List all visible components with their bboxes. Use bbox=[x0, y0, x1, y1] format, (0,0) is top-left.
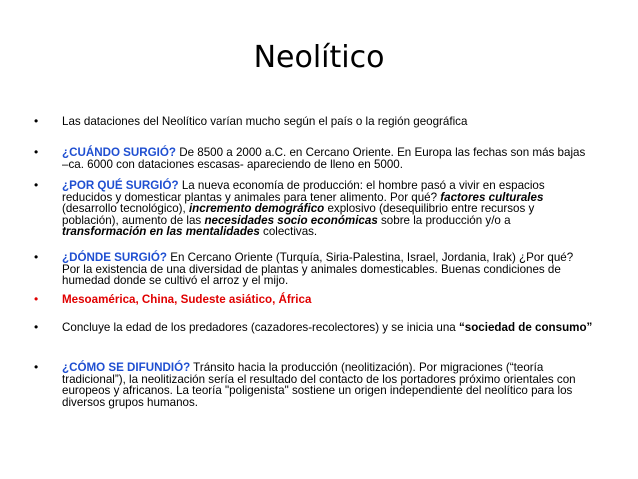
emphasis-transformacion: transformación en las mentalidades bbox=[62, 225, 260, 239]
item-text: Tránsito hacia la producción (neolitización). Por migraciones (“teoría tradicional”), la neolitización sería el resultado del contacto de los portadores próximo orientales con europeos y africanos. La teoría "poligenista" sostiene un origen independiente del neolítico para los diversos grupos humanos. bbox=[62, 361, 576, 409]
emphasis-necesidades: necesidades socio económicas bbox=[204, 213, 378, 227]
emphasis-incremento: incremento demográfico bbox=[188, 202, 325, 216]
item-text: (desarrollo tecnológico), bbox=[62, 202, 189, 216]
emphasis-sociedad-consumo: “sociedad de consumo” bbox=[458, 321, 593, 334]
bullet-icon: • bbox=[34, 320, 39, 334]
bullet-item-dataciones bbox=[62, 116, 594, 128]
bullet-icon: • bbox=[34, 360, 39, 374]
region-china: China bbox=[141, 293, 175, 306]
bullet-item-cuando bbox=[62, 147, 594, 170]
bullet-icon: • bbox=[34, 292, 39, 306]
question-label: ¿POR QUÉ SURGIÓ? bbox=[62, 179, 179, 192]
region-sudeste: Sudeste asiático bbox=[180, 293, 273, 306]
item-text: sobre la producción y/o a bbox=[377, 213, 511, 227]
bullet-icon: • bbox=[34, 145, 39, 159]
question-label: ¿CÓMO SE DIFUNDIÓ? bbox=[62, 361, 191, 374]
item-text: explosivo (desequilibrio entre recursos y población), aumento de las bbox=[62, 202, 535, 227]
bullet-item-como bbox=[62, 362, 594, 408]
emphasis-factores: factores culturales bbox=[440, 190, 544, 204]
bullet-item-regiones bbox=[62, 294, 594, 306]
region-separator: , bbox=[272, 293, 279, 306]
region-separator: , bbox=[174, 293, 181, 306]
slide-title: Neolítico bbox=[253, 40, 385, 75]
item-text: En Cercano Oriente (Turquía, Siria-Palestina, Israel, Jordania, Irak) ¿Por qué? Por la existencia de una diversidad de plantas y animales domesticables. Buenas condiciones de humedad donde se cultivó el arroz y el mijo. bbox=[62, 251, 574, 288]
bullet-icon: • bbox=[34, 178, 39, 192]
item-text: De 8500 a 2000 a.C. en Cercano Oriente. En Europa las fechas son más bajas –ca. 6000 con dataciones escasas- apareciendo de lleno en 5000. bbox=[62, 146, 586, 171]
bullet-item-por-que bbox=[62, 180, 594, 238]
bullet-item-concluye bbox=[62, 322, 594, 334]
region-mesoamerica: Mesoamérica bbox=[62, 293, 136, 306]
item-text: colectivas. bbox=[259, 225, 318, 239]
question-label: ¿DÓNDE SURGIÓ? bbox=[62, 251, 167, 264]
bullet-item-donde bbox=[62, 252, 594, 287]
bullet-icon: • bbox=[34, 250, 39, 264]
item-text: Las dataciones del Neolítico varían mucho según el país o la región geográfica bbox=[62, 115, 468, 128]
bullet-icon: • bbox=[34, 114, 39, 128]
item-text: La nueva economía de producción: el hombre pasó a vivir en espacios reducidos y domesticar plantas y animales para tener alimento. Por qué? bbox=[62, 179, 545, 204]
question-label: ¿CUÁNDO SURGIÓ? bbox=[62, 146, 177, 159]
region-africa: África bbox=[278, 293, 312, 306]
region-separator: , bbox=[135, 293, 142, 306]
item-text: Concluye la edad de los predadores (cazadores-recolectores) y se inicia una bbox=[62, 321, 459, 334]
